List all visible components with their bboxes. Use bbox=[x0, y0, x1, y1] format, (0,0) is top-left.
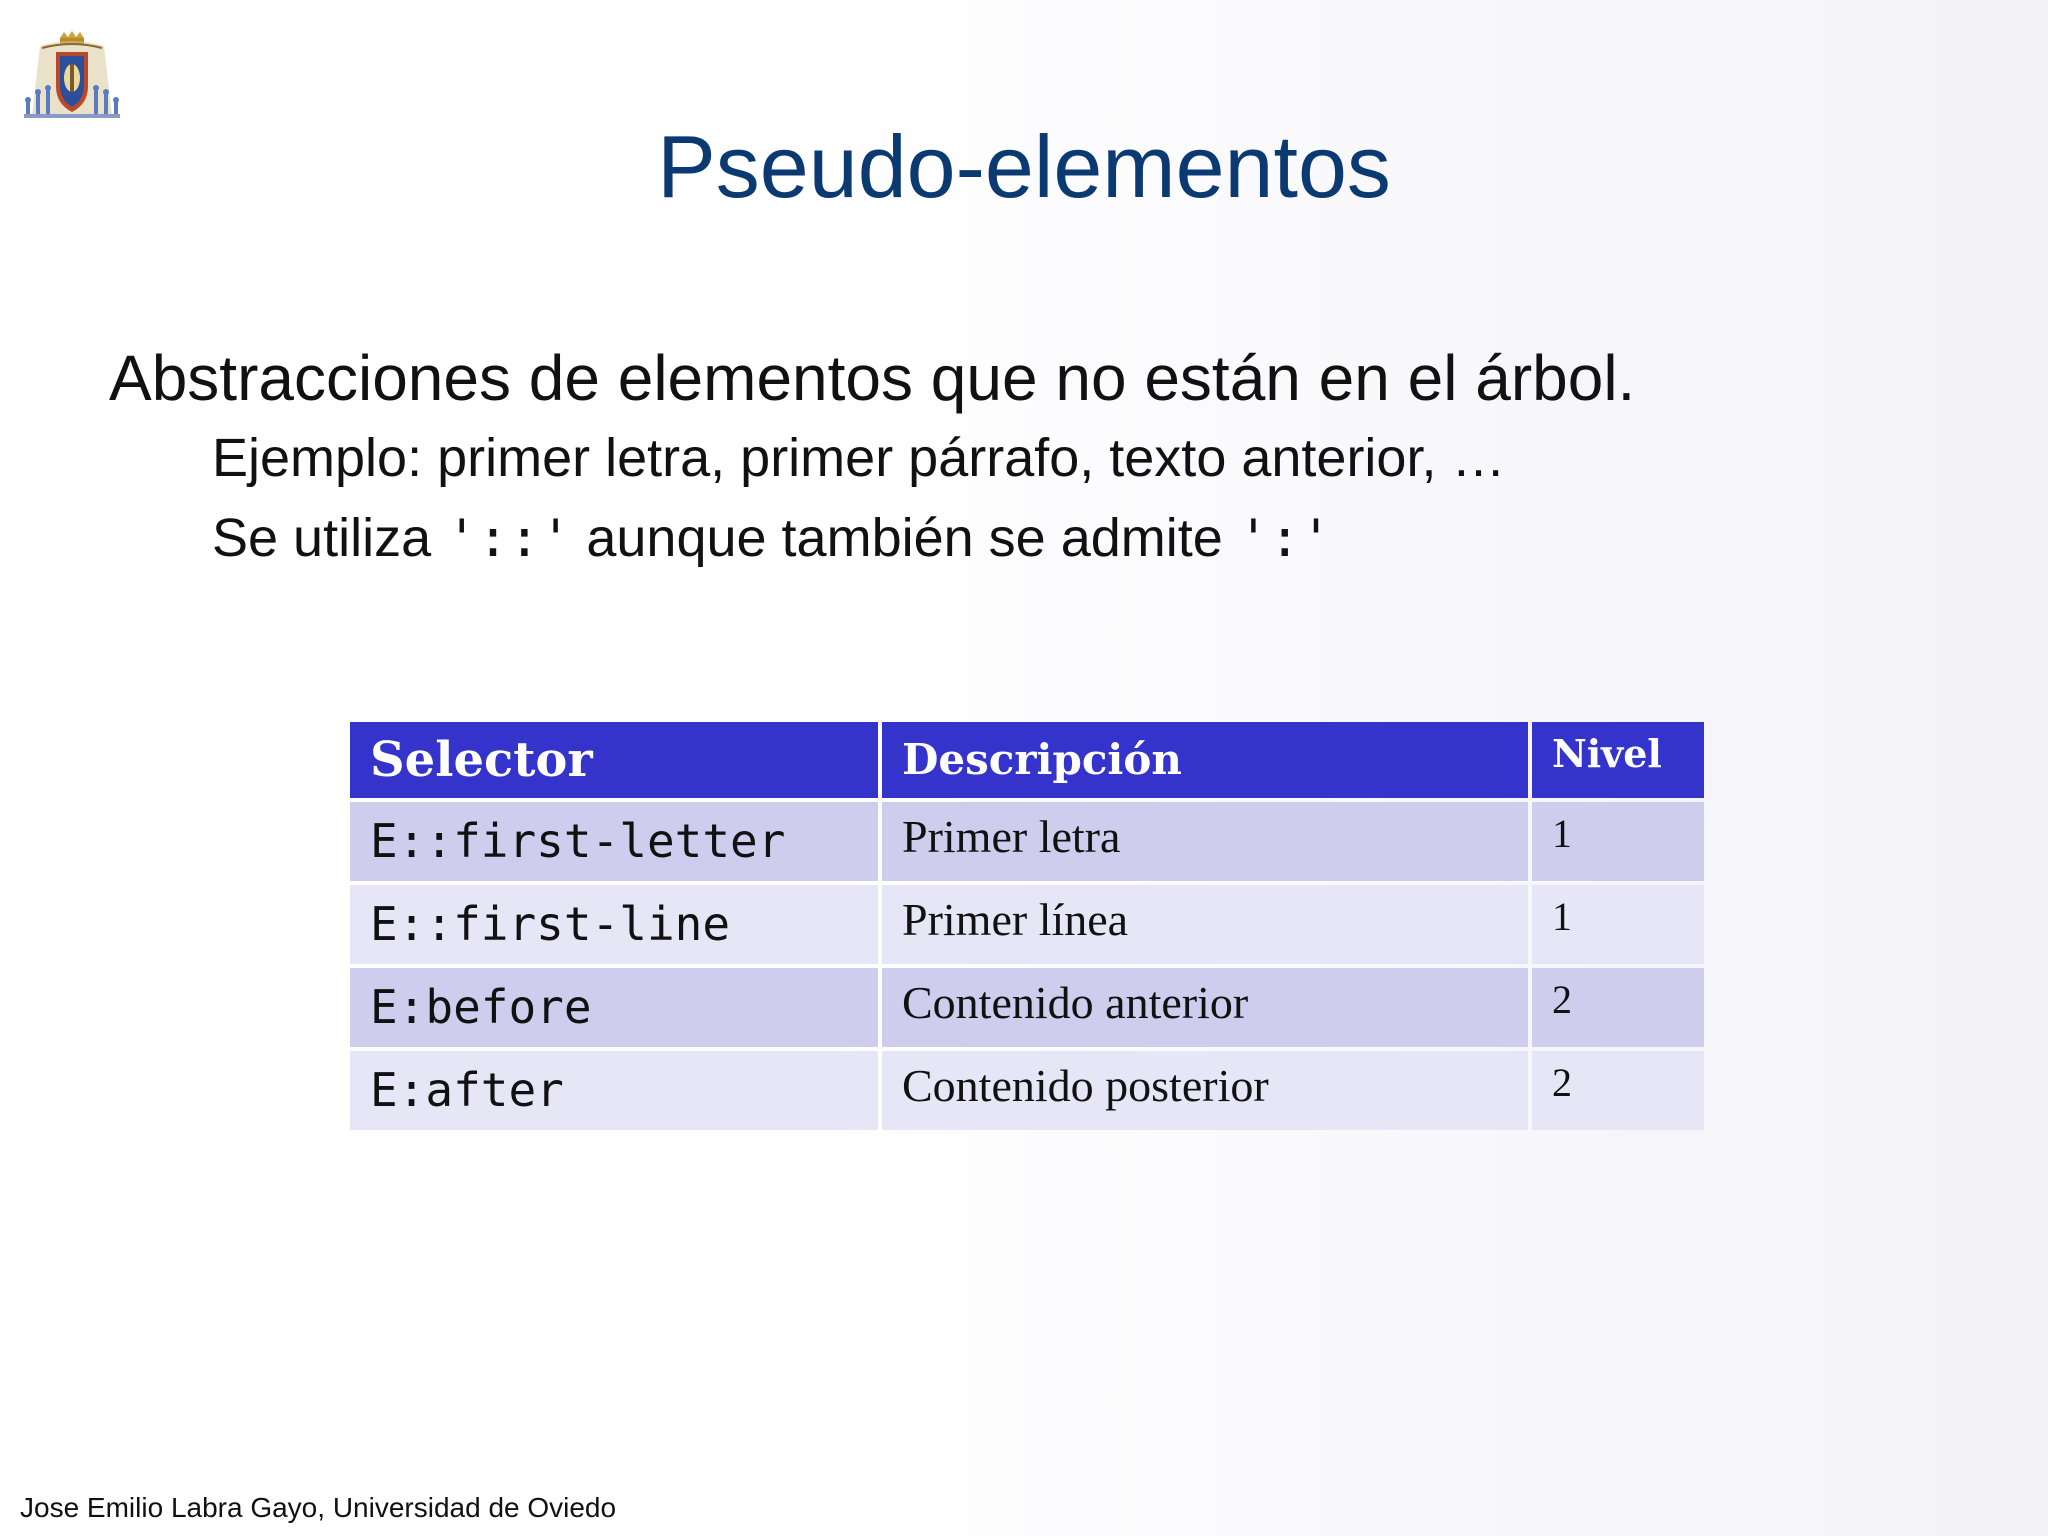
header-level: Nivel bbox=[1532, 722, 1704, 798]
bullet-list bbox=[109, 338, 1989, 579]
cell-selector: E:before bbox=[350, 968, 878, 1047]
pseudo-elements-table bbox=[346, 718, 1708, 1134]
cell-description: Primer línea bbox=[882, 885, 1528, 964]
cell-description: Contenido posterior bbox=[882, 1051, 1528, 1130]
footer-credit: Jose Emilio Labra Gayo, Universidad de Oviedo bbox=[20, 1492, 617, 1523]
bullet-usage bbox=[212, 498, 1989, 579]
table-header-row bbox=[350, 722, 1704, 798]
university-crest-icon bbox=[20, 30, 124, 122]
header-selector: Selector bbox=[350, 722, 878, 798]
bullet-main: Abstracciones de elementos que no están en el árbol. bbox=[109, 342, 1636, 414]
header-description: Descripción bbox=[882, 722, 1528, 798]
cell-selector: E:after bbox=[350, 1051, 878, 1130]
table-row bbox=[350, 802, 1704, 881]
table-row bbox=[350, 1051, 1704, 1130]
usage-middle: aunque también se admite bbox=[571, 508, 1238, 568]
cell-level: 2 bbox=[1532, 968, 1704, 1047]
table-row bbox=[350, 885, 1704, 964]
cell-level: 1 bbox=[1532, 885, 1704, 964]
cell-level: 2 bbox=[1532, 1051, 1704, 1130]
cell-selector: E::first-line bbox=[350, 885, 878, 964]
cell-level: 1 bbox=[1532, 802, 1704, 881]
usage-code-single-colon: ':' bbox=[1237, 509, 1332, 569]
bullet-example: Ejemplo: primer letra, primer párrafo, texto anterior, … bbox=[212, 428, 1506, 488]
table-row bbox=[350, 968, 1704, 1047]
cell-description: Primer letra bbox=[882, 802, 1528, 881]
cell-selector: E::first-letter bbox=[350, 802, 878, 881]
slide-title: Pseudo-elementos bbox=[657, 117, 1391, 216]
usage-prefix: Se utiliza bbox=[212, 508, 447, 568]
cell-description: Contenido anterior bbox=[882, 968, 1528, 1047]
usage-code-double-colon: '::' bbox=[446, 509, 572, 569]
pseudo-elements-table-wrap bbox=[346, 718, 1708, 1134]
